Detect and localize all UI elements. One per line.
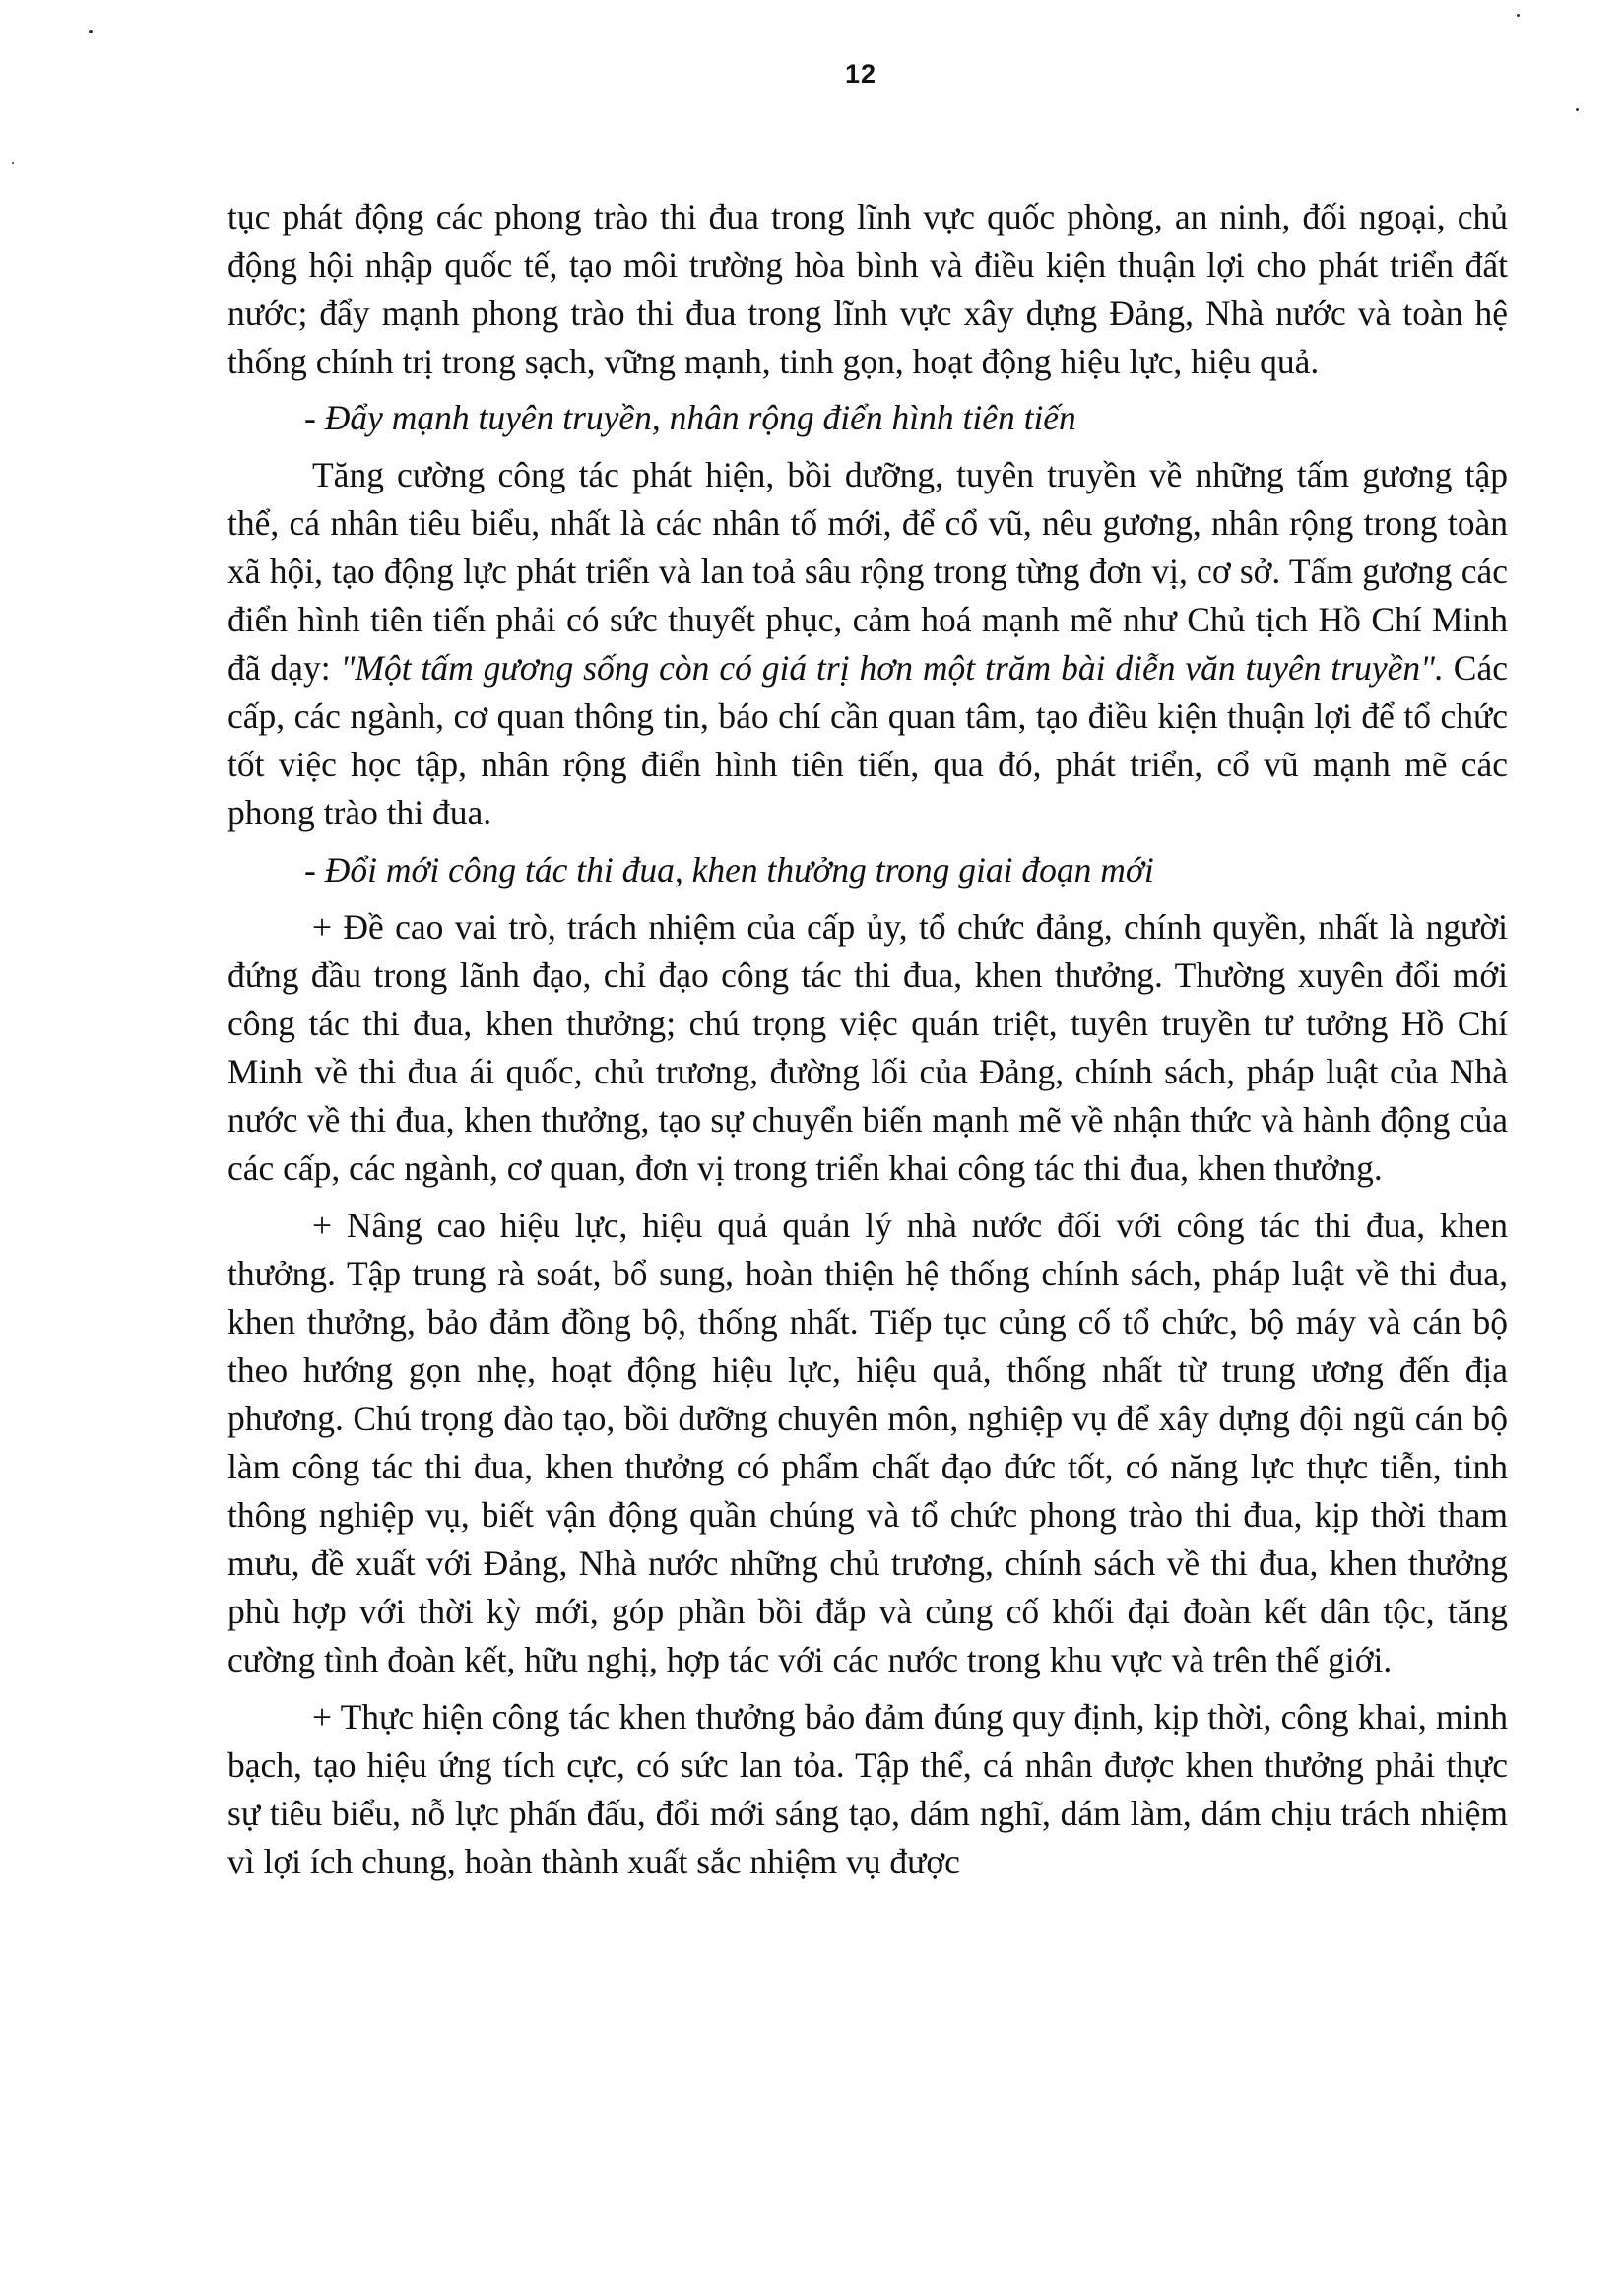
paragraph-propaganda [227, 451, 1508, 837]
scan-speck [12, 162, 14, 164]
paragraph-continuation: tục phát động các phong trào thi đua trong lĩnh vực quốc phòng, an ninh, đối ngoại, chủ động hội nhập quốc tế, tạo môi trường hòa bình và điều kiện thuận lợi cho phát triển đất nước; đẩy mạnh phong trào thi đua trong lĩnh vực xây dựng Đảng, Nhà nước và toàn hệ thống chính trị trong sạch, vững mạnh, tinh gọn, hoạt động hiệu lực, hiệu quả. [227, 197, 1508, 381]
paragraph-text: Tăng cường công tác phát hiện, bồi dưỡng, tuyên truyền về những tấm gương tập thể, cá nhân tiêu biểu, nhất là các nhân tố mới, để cổ vũ, nêu gương, nhân rộng trong toàn xã hội, tạo động lực phát triển và lan toả sâu rộng trong từng đơn vị, cơ sở. Tấm gương các điển hình tiên tiến phải có sức thuyết phục, cảm hoá mạnh mẽ như Chủ tịch Hồ Chí Minh đã dạy: [227, 455, 1508, 688]
section-heading-propaganda: - Đẩy mạnh tuyên truyền, nhân rộng điển hình tiên tiến [304, 398, 1076, 437]
bullet-paragraph-rewards: + Thực hiện công tác khen thưởng bảo đảm đúng quy định, kịp thời, công khai, minh bạch, tạo hiệu ứng tích cực, có sức lan tỏa. Tập thể, cá nhân được khen thưởng phải thực sự tiêu biểu, nỗ lực phấn đấu, đổi mới sáng tạo, dám nghĩ, dám làm, dám chịu trách nhiệm vì lợi ích chung, hoàn thành xuất sắc nhiệm vụ được [227, 1697, 1508, 1881]
page-number: 12 [844, 59, 877, 89]
scan-speck [1576, 108, 1579, 111]
bullet-paragraph-management: + Nâng cao hiệu lực, hiệu quả quản lý nhà nước đối với công tác thi đua, khen thưởng. Tập trung rà soát, bổ sung, hoàn thiện hệ thống chính sách, pháp luật về thi đua, khen thưởng, bảo đảm đồng bộ, thống nhất. Tiếp tục củng cố tổ chức, bộ máy và cán bộ theo hướng gọn nhẹ, hoạt động hiệu lực, hiệu quả, thống nhất từ trung ương đến địa phương. Chú trọng đào tạo, bồi dưỡng chuyên môn, nghiệp vụ để xây dựng đội ngũ cán bộ làm công tác thi đua, khen thưởng có phẩm chất đạo đức tốt, có năng lực thực tiễn, tinh thông nghiệp vụ, biết vận động quần chúng và tổ chức phong trào thi đua, kịp thời tham mưu, đề xuất với Đảng, Nhà nước những chủ trương, chính sách về thi đua, khen thưởng phù hợp với thời kỳ mới, góp phần bồi đắp và củng cố khối đại đoàn kết dân tộc, tăng cường tình đoàn kết, hữu nghị, hợp tác với các nước trong khu vực và trên thế giới. [227, 1206, 1508, 1679]
paragraph-text: Các cấp, các ngành, cơ quan thông tin, báo chí cần quan tâm, tạo điều kiện thuận lợi để tổ chức tốt việc học tập, nhân rộng điển hình tiên tiến, qua đó, phát triển, cổ vũ mạnh mẽ các phong trào thi đua. [227, 648, 1508, 832]
scan-speck [1517, 14, 1520, 17]
document-body [227, 193, 1508, 1895]
ho-chi-minh-quote: "Một tấm gương sống còn có giá trị hơn một trăm bài diễn văn tuyên truyền". [340, 648, 1444, 688]
bullet-paragraph-leadership: + Đề cao vai trò, trách nhiệm của cấp ủy, tổ chức đảng, chính quyền, nhất là người đứng đầu trong lãnh đạo, chỉ đạo công tác thi đua, khen thưởng. Thường xuyên đổi mới công tác thi đua, khen thưởng; chú trọng việc quán triệt, tuyên truyền tư tưởng Hồ Chí Minh về thi đua ái quốc, chủ trương, đường lối của Đảng, chính sách, pháp luật của Nhà nước về thi đua, khen thưởng, tạo sự chuyển biến mạnh mẽ về nhận thức và hành động của các cấp, các ngành, cơ quan, đơn vị trong triển khai công tác thi đua, khen thưởng. [227, 907, 1508, 1188]
scan-speck [89, 30, 93, 33]
section-heading-innovation: - Đổi mới công tác thi đua, khen thưởng trong giai đoạn mới [304, 850, 1154, 889]
